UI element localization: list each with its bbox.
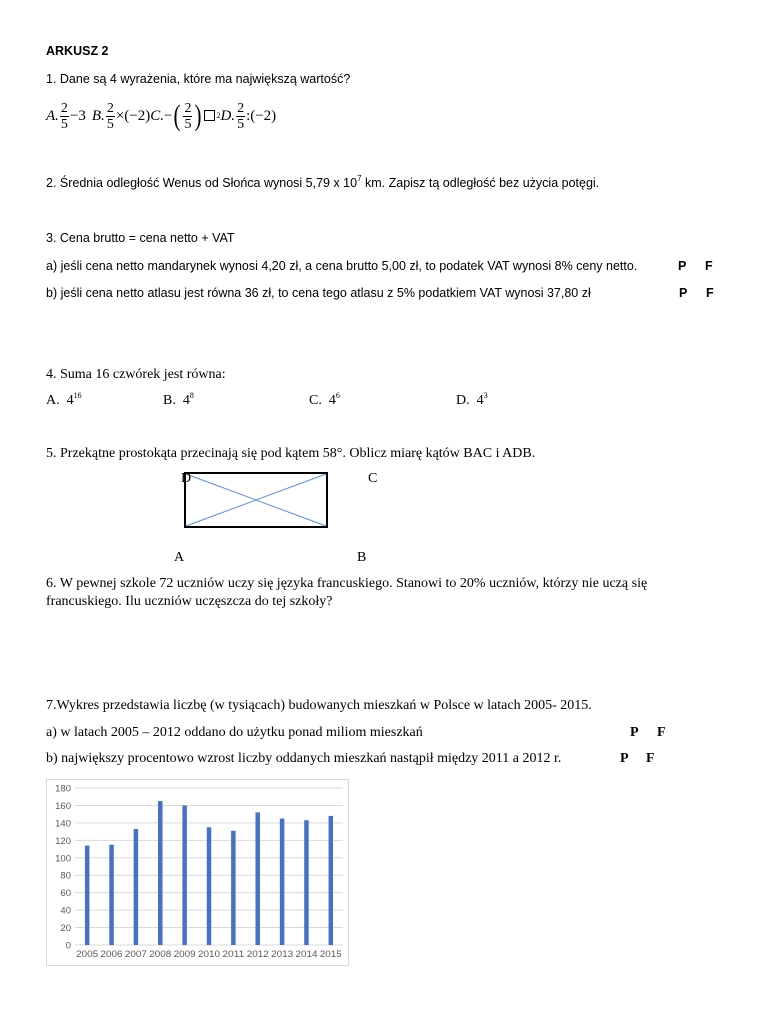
bar bbox=[158, 801, 163, 945]
question-3b-text: b) jeśli cena netto atlasu jest równa 36 zł, to cena tego atlasu z 5% podatkiem VAT wynosi 37,80 zł bbox=[46, 286, 591, 300]
question-6-line-2: francuskiego. Ilu uczniów uczęszcza do tej szkoły? bbox=[46, 594, 333, 609]
vertex-a-label: A bbox=[174, 550, 185, 565]
x-tick-label: 2011 bbox=[222, 949, 245, 959]
bar bbox=[231, 831, 236, 945]
question-3a-text: a) jeśli cena netto mandarynek wynosi 4,20 zł, a cena brutto 5,00 zł, to podatek VAT wynosi 8% ceny netto. bbox=[46, 259, 638, 273]
y-tick-label: 100 bbox=[55, 853, 71, 865]
x-tick-label: 2013 bbox=[271, 949, 294, 959]
y-tick-label: 60 bbox=[60, 888, 71, 900]
power-exponent: 7 bbox=[357, 174, 362, 183]
option-a-fraction: $\frac{2}{5}$ bbox=[60, 100, 68, 132]
question-3b-false[interactable]: F bbox=[706, 286, 714, 300]
bar bbox=[109, 845, 114, 945]
question-3a-true[interactable]: P bbox=[678, 259, 687, 273]
bar bbox=[329, 816, 334, 945]
question-5-text: 5. Przekątne prostokąta przecinają się pod kątem 58°. Oblicz miarę kątów BAC i ADB. bbox=[46, 446, 536, 461]
option-b-label: B. bbox=[91, 107, 105, 124]
bar bbox=[207, 827, 212, 945]
x-tick-label: 2005 bbox=[76, 949, 99, 959]
option-a-label: A. bbox=[46, 107, 59, 124]
question-4-option-b: B. $4^8$ bbox=[163, 391, 194, 408]
y-tick-label: 20 bbox=[60, 923, 71, 935]
question-7a-false[interactable]: F bbox=[657, 725, 666, 740]
question-3a-false[interactable]: F bbox=[705, 259, 713, 273]
y-tick-label: 160 bbox=[55, 800, 71, 812]
question-3-title: 3. Cena brutto = cena netto + VAT bbox=[46, 231, 235, 245]
option-c-minus: − bbox=[164, 107, 173, 124]
x-tick-label: 2014 bbox=[295, 949, 318, 959]
bar bbox=[134, 829, 139, 945]
option-d-fraction: $\frac{2}{5}$ bbox=[237, 100, 245, 132]
option-a-rest: −3 bbox=[69, 107, 86, 124]
y-tick-label: 80 bbox=[60, 870, 71, 882]
question-4-option-d: D. $4^3$ bbox=[456, 391, 488, 408]
question-7a-text: a) w latach 2005 – 2012 oddano do użytku ponad miliom mieszkań bbox=[46, 725, 423, 740]
chart-canvas bbox=[47, 780, 348, 965]
rectangle-diagram bbox=[183, 471, 329, 529]
bar bbox=[304, 820, 309, 945]
question-7a-true[interactable]: P bbox=[630, 725, 639, 740]
question-1-text: 1. Dane są 4 wyrażenia, które ma największą wartość? bbox=[46, 72, 351, 86]
right-paren-icon: ) bbox=[194, 99, 202, 132]
question-3b-true[interactable]: P bbox=[679, 286, 688, 300]
left-paren-icon: ( bbox=[173, 99, 181, 132]
bar bbox=[255, 812, 260, 945]
option-b-rest: ×(−2) bbox=[115, 107, 151, 124]
question-7b-true[interactable]: P bbox=[620, 751, 629, 766]
option-c-fraction: $\frac{2}{5}$ bbox=[184, 100, 192, 132]
question-1-expressions: A. $\frac{2}{5}$ −3 B. $\frac{2}{5}$ ×(−2) C. − ( $\frac{2}{5}$ ) 2 D. $\frac{2}{5}$ :(−2) bbox=[46, 99, 277, 132]
missing-glyph-icon bbox=[204, 110, 215, 121]
x-tick-label: 2012 bbox=[246, 949, 269, 959]
option-d-label: D. bbox=[220, 107, 236, 124]
x-tick-label: 2009 bbox=[173, 949, 196, 959]
x-tick-label: 2015 bbox=[319, 949, 342, 959]
question-4-option-c: C. $4^6$ bbox=[309, 391, 340, 408]
x-tick-label: 2006 bbox=[100, 949, 123, 959]
y-tick-label: 120 bbox=[55, 835, 71, 847]
housing-bar-chart bbox=[46, 779, 349, 966]
question-2-text: 2. Średnia odległość Wenus od Słońca wynosi 5,79 x $10^7$ km. Zapisz tą odległość bez użycia potęgi. bbox=[46, 174, 600, 190]
bar bbox=[182, 805, 187, 945]
question-4-option-a: A. $4^{16}$ bbox=[46, 391, 82, 408]
question-7-text: 7.Wykres przedstawia liczbę (w tysiącach) budowanych mieszkań w Polsce w latach 2005- 2015. bbox=[46, 698, 592, 713]
y-tick-label: 40 bbox=[60, 905, 71, 917]
x-tick-label: 2007 bbox=[124, 949, 147, 959]
question-7b-text: b) największy procentowo wzrost liczby oddanych mieszkań nastąpił między 2011 a 2012 r. bbox=[46, 751, 562, 766]
vertex-d-label: D bbox=[181, 471, 192, 486]
bar bbox=[280, 819, 285, 945]
x-tick-label: 2010 bbox=[198, 949, 220, 959]
option-b-fraction: $\frac{2}{5}$ bbox=[106, 100, 114, 132]
option-d-rest: :(−2) bbox=[246, 107, 277, 124]
question-6-line-1: 6. W pewnej szkole 72 uczniów uczy się języka francuskiego. Stanowi to 20% uczniów, którzy nie uczą się bbox=[46, 576, 648, 591]
y-tick-label: 180 bbox=[55, 783, 71, 795]
y-tick-label: 140 bbox=[55, 818, 71, 830]
vertex-b-label: B bbox=[357, 550, 367, 565]
sheet-title: ARKUSZ 2 bbox=[46, 44, 109, 58]
option-c-label: C. bbox=[150, 107, 164, 124]
question-4-text: 4. Suma 16 czwórek jest równa: bbox=[46, 367, 226, 382]
y-tick-label: 0 bbox=[65, 940, 71, 952]
bar bbox=[85, 846, 90, 945]
question-7b-false[interactable]: F bbox=[646, 751, 655, 766]
vertex-c-label: C bbox=[368, 471, 378, 486]
x-tick-label: 2008 bbox=[149, 949, 172, 959]
